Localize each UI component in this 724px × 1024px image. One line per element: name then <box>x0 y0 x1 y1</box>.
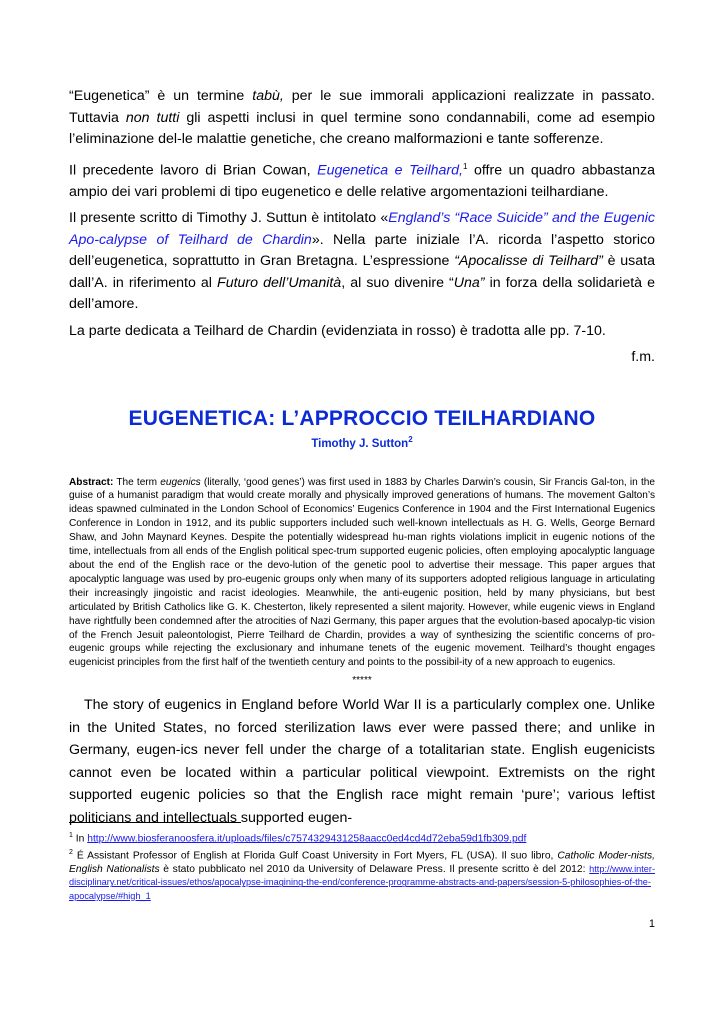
emphasis: eugenics <box>160 476 201 488</box>
emphasis: Una” <box>453 274 485 291</box>
author-line <box>69 435 655 450</box>
footnotes <box>69 822 655 903</box>
footnote-1 <box>69 829 655 846</box>
abstract-label: Abstract: <box>69 476 114 488</box>
author-name: Timothy J. Sutton <box>311 437 409 450</box>
text: The term <box>113 476 161 488</box>
intro-paragraph-1 <box>69 86 655 151</box>
text: in forza della solidarietà e dell’amore. <box>69 274 656 313</box>
footnote-number: 1 <box>69 832 73 839</box>
article-title: EUGENETICA: L’APPROCCIO TEILHARDIANO <box>128 406 596 430</box>
text: “Eugenetica” è un termine <box>69 88 253 104</box>
section-separator: ***** <box>352 675 372 687</box>
race-suicide-link[interactable]: England’s “Race Suicide” and the Eugenic Apo-calypse of Teilhard de Chardin <box>69 210 655 248</box>
text: è stato pubblicato nel 2010 da University of Delaware Press. Il presente scritto è del 2012: <box>159 863 590 875</box>
text: Il precedente lavoro di Brian Cowan, <box>69 162 318 179</box>
signature: f.m. <box>631 349 655 366</box>
intro-paragraph-4: La parte dedicata a Teilhard de Chardin (evidenziata in rosso) è tradotta alle pp. 7-10. <box>69 322 606 339</box>
emphasis: tabù, <box>252 88 284 104</box>
text: per le sue immorali applicazioni realizzate in passato. Tuttavia <box>69 88 655 126</box>
page-number: 1 <box>648 918 655 930</box>
text: Il presente scritto di Timothy J. Suttun è intitolato « <box>69 210 389 227</box>
footnote-rule <box>69 822 241 823</box>
body-paragraph: The story of eugenics in England before World War II is a particularly complex one. Unlike in the United States, no forced sterilization laws ever were passed there; and unlike in Germany, eugen-ics never fell under the charge of a totalitarian state. English eugenicists cannot even be located within a particular political viewpoint. Extremists on the right supported eugenic policies so that the English race might remain ‘pure’; various leftist politicians and intellectuals supported eugen- <box>69 697 655 826</box>
text: É Assistant Professor of English at Florida Gulf Coast University in Fort Myers, FL (USA). Il suo libro, <box>72 850 558 862</box>
text: gli aspetti inclusi in quel termine sono condannabili, come ad esempio l’eliminazione del-le malattie genetiche, che creano malformazioni e tante sofferenze. <box>69 109 655 147</box>
footnote-2 <box>69 846 655 903</box>
page-content <box>69 86 655 829</box>
text: è usata dall’A. in riferimento al <box>69 253 655 291</box>
footnote-ref-2[interactable]: 2 <box>408 434 413 444</box>
text: offre un quadro abbastanza ampio dei vari problemi di tipo eugenetico e delle relative argomentazioni teilhardiane. <box>69 162 655 200</box>
emphasis: “Apocalisse di Teilhard” <box>454 253 603 270</box>
text: , al suo divenire “ <box>341 274 454 291</box>
footnote-ref-1[interactable]: 1 <box>462 161 468 171</box>
footnote-1-url-link[interactable]: http://www.biosferanoosfera.it/uploads/files/c7574329431258aacc0ed4cd4d72eba59d1fb309.pdf <box>87 833 527 845</box>
intro-paragraph-2 <box>69 156 655 204</box>
emphasis: non tutti <box>125 109 180 126</box>
book-title: Catholic Moder-nists, English Nationalists <box>69 850 655 875</box>
text: ». Nella parte iniziale l’A. ricorda l’aspetto storico dell’eugenetica, soprattutto in Gran Bretagna. L’espressione <box>69 231 655 270</box>
footnote-2-url-link[interactable]: http://www.inter-disciplinary.net/critical-issues/ethos/apocalypse-imagining-the-end/conference-programme-abstracts-and-papers/session-5-philosophies-of-the-apocalypse/#high_1 <box>69 863 656 901</box>
intro-paragraph-3 <box>69 208 655 316</box>
eugenetica-teilhard-link[interactable]: Eugenetica e Teilhard, <box>317 162 463 179</box>
footnote-number: 2 <box>69 848 73 856</box>
abstract <box>69 476 655 671</box>
text: (literally, ‘good genes’) was first used in 1883 by Charles Darwin’s cousin, Sir Francis Gal-ton, in the guise of a humanist paradigm that would create morally and physically improved generations of humans. The movement Galton’s ideas spawned culminated in the London School of Economics’ Eugenics Conference in 1904 and the First International Eugenics Conference in London in 1912, and its public supporters included such well-known intellectuals as H. G. Wells, George Bernard Shaw, and John Maynard Keynes. Despite the potentially widespread hu-man rights violations implicit in eugenic notions of the time, intellectuals from all ends of the English political spec-trum supported eugenic policies, often employing apocalyptic language about the end of the English race or the devo-lution of the genetic pool to advertise their message. This paper argues that apocalyptic language was used by pro-eugenic groups only when many of its supporters adopted religious language in articulating their increasingly jingoistic and racist ideologies. Meanwhile, the anti-eugenic position, held by many physicians, but best articulated by British Catholics like G. K. Chesterton, likely represented a silent majority. However, while eugenic views in England have rightfully been condemned after the atrocities of Nazi Germany, this paper argues that the evolution-based apocalyp-tic vision of the French Jesuit paleontologist, Pierre Teilhard de Chardin, provides a way of synthesizing the scientific concerns of pro-eugenic groups while rejecting the exclusionary and inhumane tenets of the eugenic movement. Teilhard’s thought engages eugenicist principles from the first half of the twentieth century and points to the possibil-ity of a new approach to eugenics. <box>69 476 655 669</box>
text: In <box>72 833 88 845</box>
emphasis: Futuro dell’Umanità <box>217 274 342 291</box>
